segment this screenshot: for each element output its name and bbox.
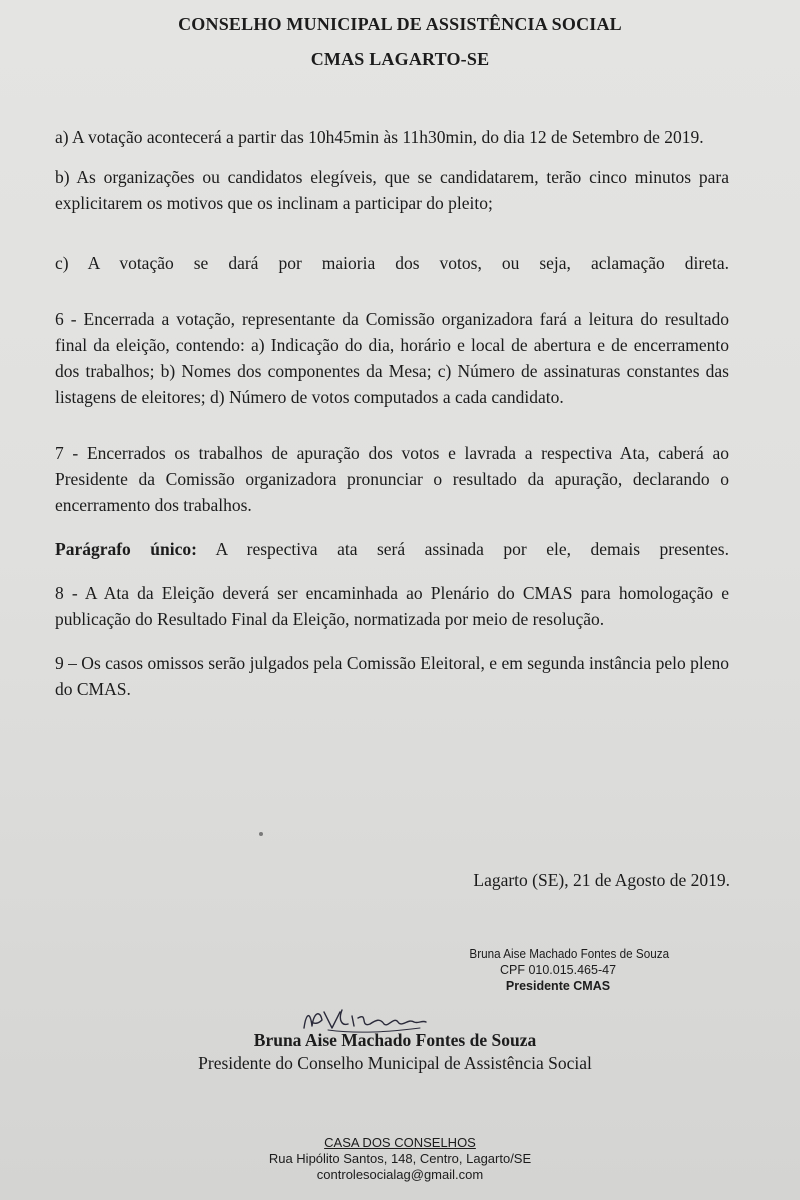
document-body [55, 124, 729, 702]
item-c-paragraph: c) A votação se dará por maioria dos votos, ou seja, aclamação direta. [55, 253, 729, 273]
sole-paragraph [55, 536, 729, 562]
sole-paragraph-text: A respectiva ata será assinada por ele, demais presentes. [196, 539, 729, 559]
paper-speck [259, 832, 263, 836]
item-b-paragraph: b) As organizações ou candidatos elegíveis, que se candidatarem, terão cinco minutos para explicitarem os motivos que os inclinam a participar do pleito; [55, 167, 729, 213]
section-8-paragraph: 8 - A Ata da Eleição deverá ser encaminhada ao Plenário do CMAS para homologação e publicação do Resultado Final da Eleição, normatizada por meio de resolução. [55, 583, 729, 629]
signatory-title: Presidente do Conselho Municipal de Assistência Social [198, 1053, 592, 1073]
president-stamp [468, 946, 670, 994]
document-header [0, 14, 800, 70]
section-9-paragraph: 9 – Os casos omissos serão julgados pela Comissão Eleitoral, e em segunda instância pelo pleno do CMAS. [55, 653, 729, 699]
signatory-block [0, 1030, 800, 1074]
section-7-paragraph: 7 - Encerrados os trabalhos de apuração dos votos e lavrada a respectiva Ata, caberá ao Presidente da Comissão organizadora pronunciar o resultado da apuração, declarando o encerramento dos trabalhos. [55, 443, 729, 515]
stamp-name: Bruna Aise Machado Fontes de Souza [469, 946, 670, 961]
footer-email: controlesocialag@gmail.com [316, 1167, 484, 1182]
document-footer [0, 1135, 800, 1183]
stamp-cpf: CPF 010.015.465-47 [499, 963, 617, 977]
footer-title: CASA DOS CONSELHOS [324, 1135, 476, 1150]
item-a-paragraph: a) A votação acontecerá a partir das 10h45min às 11h30min, do dia 12 de Setembro de 2019. [55, 127, 704, 147]
place-date: Lagarto (SE), 21 de Agosto de 2019. [473, 870, 730, 890]
footer-address: Rua Hipólito Santos, 148, Centro, Lagarto/SE [268, 1151, 532, 1166]
stamp-role: Presidente CMAS [505, 979, 611, 993]
signatory-name: Bruna Aise Machado Fontes de Souza [253, 1030, 537, 1050]
council-name: CONSELHO MUNICIPAL DE ASSISTÊNCIA SOCIAL [178, 14, 622, 34]
sole-paragraph-label: Parágrafo único: [55, 539, 197, 559]
section-6-paragraph: 6 - Encerrada a votação, representante da Comissão organizadora fará a leitura do resultado final da eleição, contendo: a) Indicação do dia, horário e local de abertura e de encerramento dos trabalhos; b) Nomes dos componentes da Mesa; c) Número de assinaturas constantes das listagens de eleitores; d) Número de votos computados a cada candidato. [55, 309, 729, 407]
council-acronym: CMAS LAGARTO-SE [310, 49, 490, 69]
